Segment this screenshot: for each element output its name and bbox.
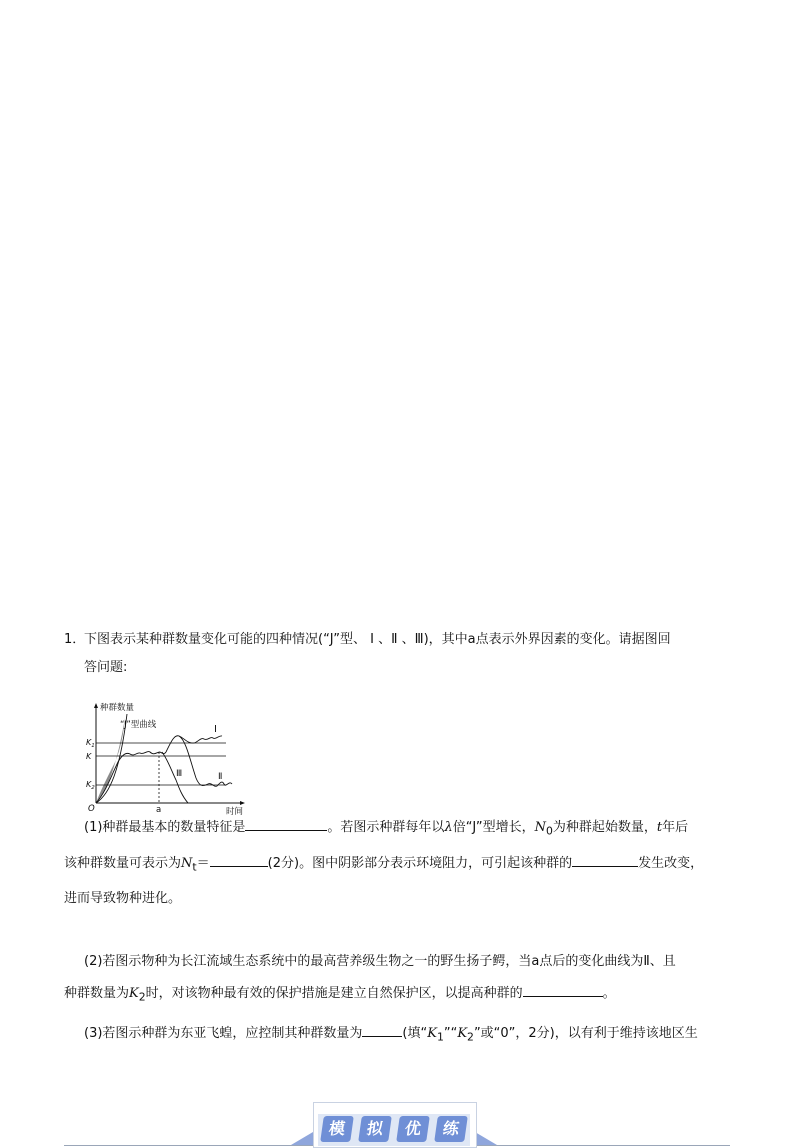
y-axis-label: 种群数量 <box>100 703 135 713</box>
question-stem-continuation: 答问题: <box>84 660 128 675</box>
part1-text-6: 该种群数量可表示为 <box>64 855 182 871</box>
question-1-stem <box>64 626 732 682</box>
question-stem-text: 下图表示某种群数量变化可能的四种情况(“J”型、 Ⅰ 、Ⅱ 、Ⅲ)，其中a点表示外界因素的变化。请据图回 <box>84 632 671 647</box>
k2-subscript: 2 <box>138 990 146 1004</box>
part-2 <box>64 946 732 1014</box>
s-curve <box>96 752 166 803</box>
n0-subscript: 0 <box>545 824 553 838</box>
x-axis-arrow <box>240 801 245 805</box>
part1-text-8: (2分)。图中阴影部分表示环境阻力，可引起该种群的 <box>267 855 573 871</box>
part1-text-10: 进而导致物种进化。 <box>64 891 182 907</box>
part-1 <box>64 812 732 915</box>
k2-symbol-b: K <box>457 1026 468 1041</box>
k2-subscript-b: 2 <box>467 1030 474 1044</box>
y-level-k1-label: $K_1$ <box>86 738 95 749</box>
part3-text-4: ”或“0”，2分)，以有利于维持该地区生 <box>473 1026 698 1041</box>
j-curve-label: “J”型曲线 <box>120 720 157 730</box>
k2-symbol: K <box>129 986 139 1001</box>
lambda-symbol: λ <box>444 820 453 835</box>
answer-blank-2[interactable] <box>210 852 268 867</box>
answer-blank-4[interactable] <box>523 982 603 997</box>
part1-text-1: (1)种群最基本的数量特征是 <box>84 820 246 835</box>
banner-char-3: 优 <box>396 1116 430 1142</box>
k1-symbol: K <box>427 1026 437 1041</box>
nt-symbol: N <box>181 855 193 871</box>
part3-text-2: (填“ <box>402 1026 428 1041</box>
part3-text-1: (3)若图示种群为东亚飞蝗，应控制其种群数量为 <box>84 1026 363 1041</box>
curve-1 <box>166 736 222 752</box>
t-symbol: t <box>656 820 663 835</box>
part1-text-9: 发生改变， <box>638 855 704 871</box>
y-axis-arrow <box>94 703 98 708</box>
curve-1-label: Ⅰ <box>214 724 217 735</box>
answer-blank-3[interactable] <box>572 852 638 867</box>
banner-right-wing <box>475 1132 497 1145</box>
x-tick-label-a: a <box>156 805 162 815</box>
part1-text-4: 为种群起始数量， <box>552 820 657 835</box>
banner-char-4: 练 <box>434 1116 468 1142</box>
part2-text-3: 时，对该物种最有效的保护措施是建立自然保护区，以提高种群的 <box>145 986 523 1001</box>
curve-3 <box>162 752 188 803</box>
y-level-k2-label: $K_2$ <box>86 780 95 791</box>
banner-char-2: 拟 <box>358 1116 392 1142</box>
shaded-resistance-area <box>96 718 125 803</box>
part1-text-2: 。若图示种群每年以 <box>327 820 445 835</box>
part1-equals: ＝ <box>196 855 210 871</box>
nt-subscript: t <box>192 860 197 874</box>
x-axis-label: 时间 <box>226 807 244 817</box>
part3-text-3: ”“ <box>443 1026 458 1041</box>
population-chart <box>84 700 254 818</box>
part2-text-4: 。 <box>602 986 616 1001</box>
question-number: 1． <box>64 632 86 647</box>
part-3 <box>64 1018 732 1054</box>
banner-left-wing <box>291 1132 313 1145</box>
curve-2-label: Ⅱ <box>218 772 223 782</box>
answer-blank-1[interactable] <box>245 816 327 831</box>
banner-title <box>318 1114 470 1144</box>
n0-symbol: N <box>534 820 546 835</box>
answer-blank-5[interactable] <box>362 1022 402 1037</box>
part1-text-5: 年后 <box>662 820 689 835</box>
part1-text-3: 倍“J”型增长， <box>452 820 535 835</box>
origin-label: O <box>88 804 95 814</box>
curve-2 <box>179 736 232 786</box>
part2-text-2: 种群数量为 <box>64 986 130 1001</box>
banner-char-1: 模 <box>320 1116 354 1142</box>
curve-3-label: Ⅲ <box>176 769 183 779</box>
y-level-k-label: K <box>86 752 92 761</box>
part2-text-1: (2)若图示物种为长江流域生态系统中的最高营养级生物之一的野生扬子鳄，当a点后的变化曲线为Ⅱ、且 <box>84 954 676 969</box>
k1-subscript: 1 <box>436 1030 444 1044</box>
